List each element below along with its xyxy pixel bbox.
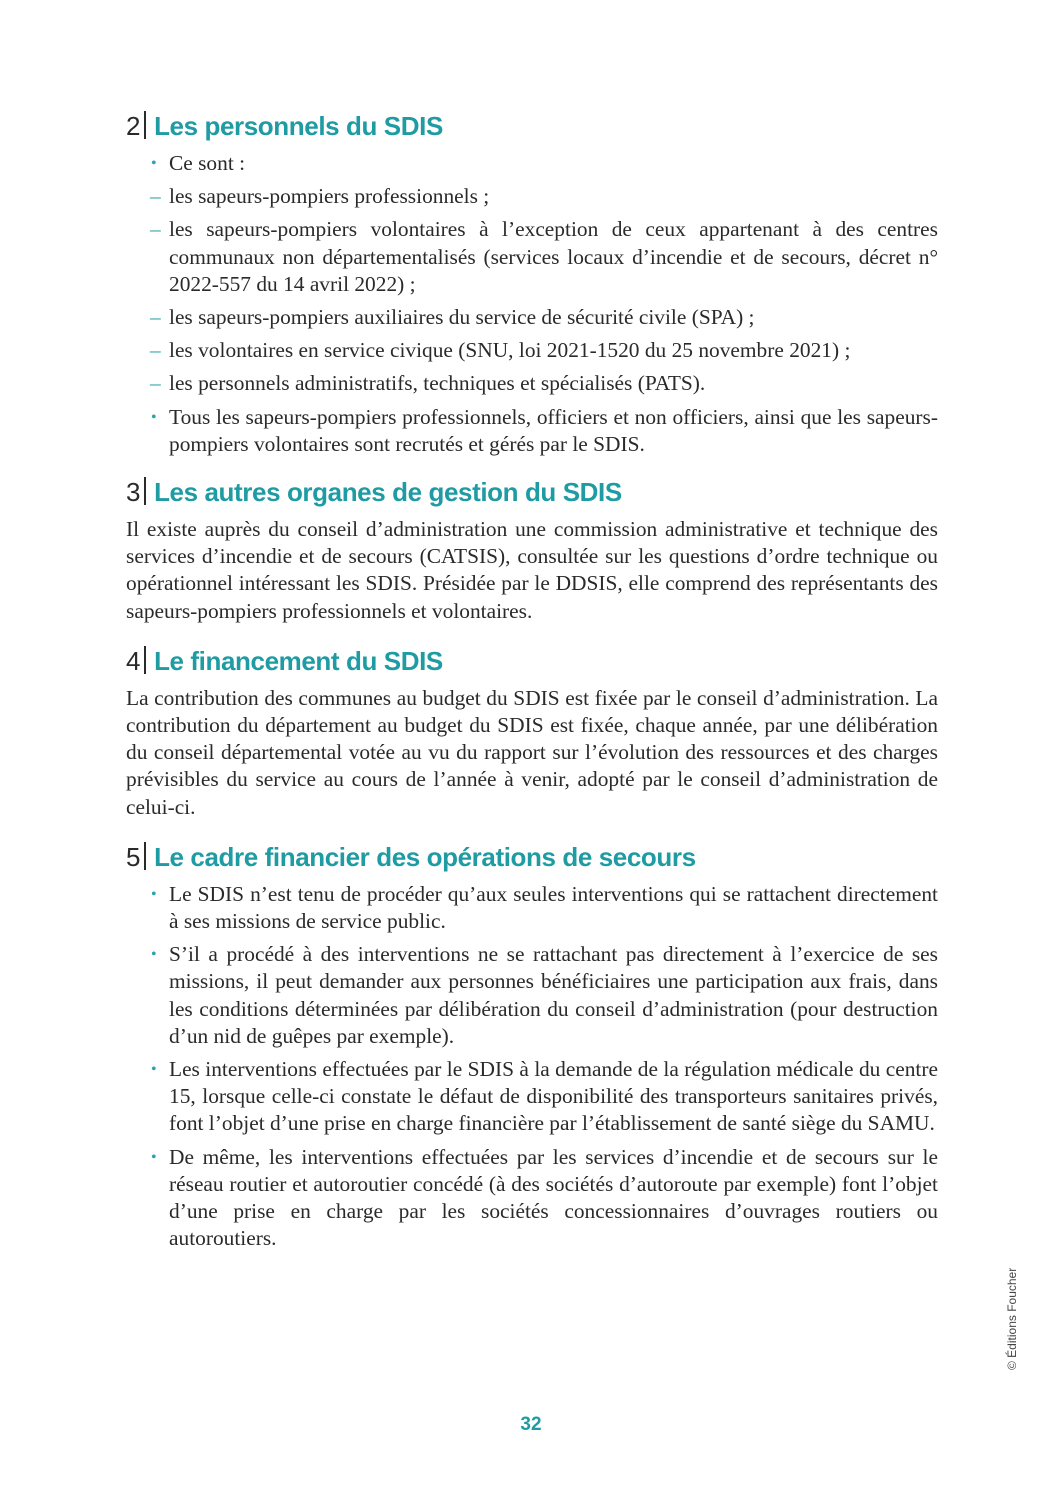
section-heading <box>126 835 938 879</box>
section-heading <box>126 470 938 514</box>
heading-divider <box>144 842 146 870</box>
section-heading <box>126 104 938 148</box>
section-number: 3 <box>126 477 141 508</box>
list-item: – les personnels administratifs, techniques et spécialisés (PATS). <box>126 370 938 397</box>
section-title: Le cadre financier des opérations de secours <box>154 841 696 872</box>
section-personnels <box>126 104 938 458</box>
list-item: • De même, les interventions effectuées par les services d’incendie et de secours sur le réseau routier et autoroutier concédé (à des sociétés d’autoroute par exemple) font l’objet d’une prise en charge par les sociétés concessionnaires d’ouvrages routiers ou autoroutiers. <box>126 1144 938 1253</box>
section-number: 2 <box>126 111 141 141</box>
heading-divider <box>144 477 146 505</box>
personnel-list <box>126 150 938 458</box>
heading-divider <box>144 111 146 139</box>
section-number: 5 <box>126 841 141 872</box>
section-title: Le financement du SDIS <box>154 645 443 676</box>
section-autres-organes <box>126 470 938 625</box>
page-number: 32 <box>520 1414 542 1435</box>
list-item: • Les interventions effectuées par le SDIS à la demande de la régulation médicale du centre 15, lorsque celle-ci constate le défaut de disponibilité des transporteurs sanitaires privés, font l’objet d’une prise en charge financière par l’établissement de santé siège du SAMU. <box>126 1056 938 1138</box>
list-item: – les sapeurs-pompiers volontaires à l’exception de ceux appartenant à des centres communaux non départementalisés (services locaux d’incendie et de secours, décret n° 2022-557 du 14 avril 2022) ; <box>126 216 938 298</box>
list-item: – les volontaires en service civique (SNU, loi 2021-1520 du 25 novembre 2021) ; <box>126 337 938 364</box>
section-heading <box>126 639 938 683</box>
list-item: – les sapeurs-pompiers professionnels ; <box>126 183 938 210</box>
financial-list <box>126 881 938 1253</box>
list-item: • Ce sont : <box>126 150 938 177</box>
section-title: Les personnels du SDIS <box>154 111 443 141</box>
copyright-notice: © Éditions Foucher <box>1005 1267 1019 1370</box>
section-title: Les autres organes de gestion du SDIS <box>154 477 622 508</box>
list-item: • S’il a procédé à des interventions ne se rattachant pas directement à l’exercice de ses missions, il peut demander aux personnes bénéficiaires une participation aux frais, dans les conditions déterminées par délibération du conseil d’administration (pour destruction d’un nid de guêpes par exemple). <box>126 941 938 1050</box>
section-financement <box>126 639 938 821</box>
list-item: • Tous les sapeurs-pompiers professionnels, officiers et non officiers, ainsi que les sapeurs-pompiers volontaires sont recrutés et gérés par le SDIS. <box>126 404 938 458</box>
heading-divider <box>144 646 146 674</box>
section-paragraph: La contribution des communes au budget du SDIS est fixée par le conseil d’administration. La contribution du département au budget du SDIS est fixée, chaque année, par une délibération du conseil départemental votée au vu du rapport sur l’évolution des ressources et des charges prévisibles du service au cours de l’année à venir, adopté par le conseil d’administration de celui-ci. <box>126 685 938 819</box>
section-paragraph: Il existe auprès du conseil d’administration une commission administrative et technique des services d’incendie et de secours (CATSIS), consultée sur les questions d’ordre technique ou opérationnel intéressant les SDIS. Présidée par le DDSIS, elle comprend des représentants des sapeurs-pompiers professionnels et volontaires. <box>126 517 938 623</box>
section-cadre-financier <box>126 835 938 1253</box>
section-number: 4 <box>126 645 141 676</box>
document-page <box>126 104 938 1259</box>
list-item: – les sapeurs-pompiers auxiliaires du service de sécurité civile (SPA) ; <box>126 304 938 331</box>
list-item: • Le SDIS n’est tenu de procéder qu’aux seules interventions qui se rattachent directement à ses missions de service public. <box>126 881 938 935</box>
